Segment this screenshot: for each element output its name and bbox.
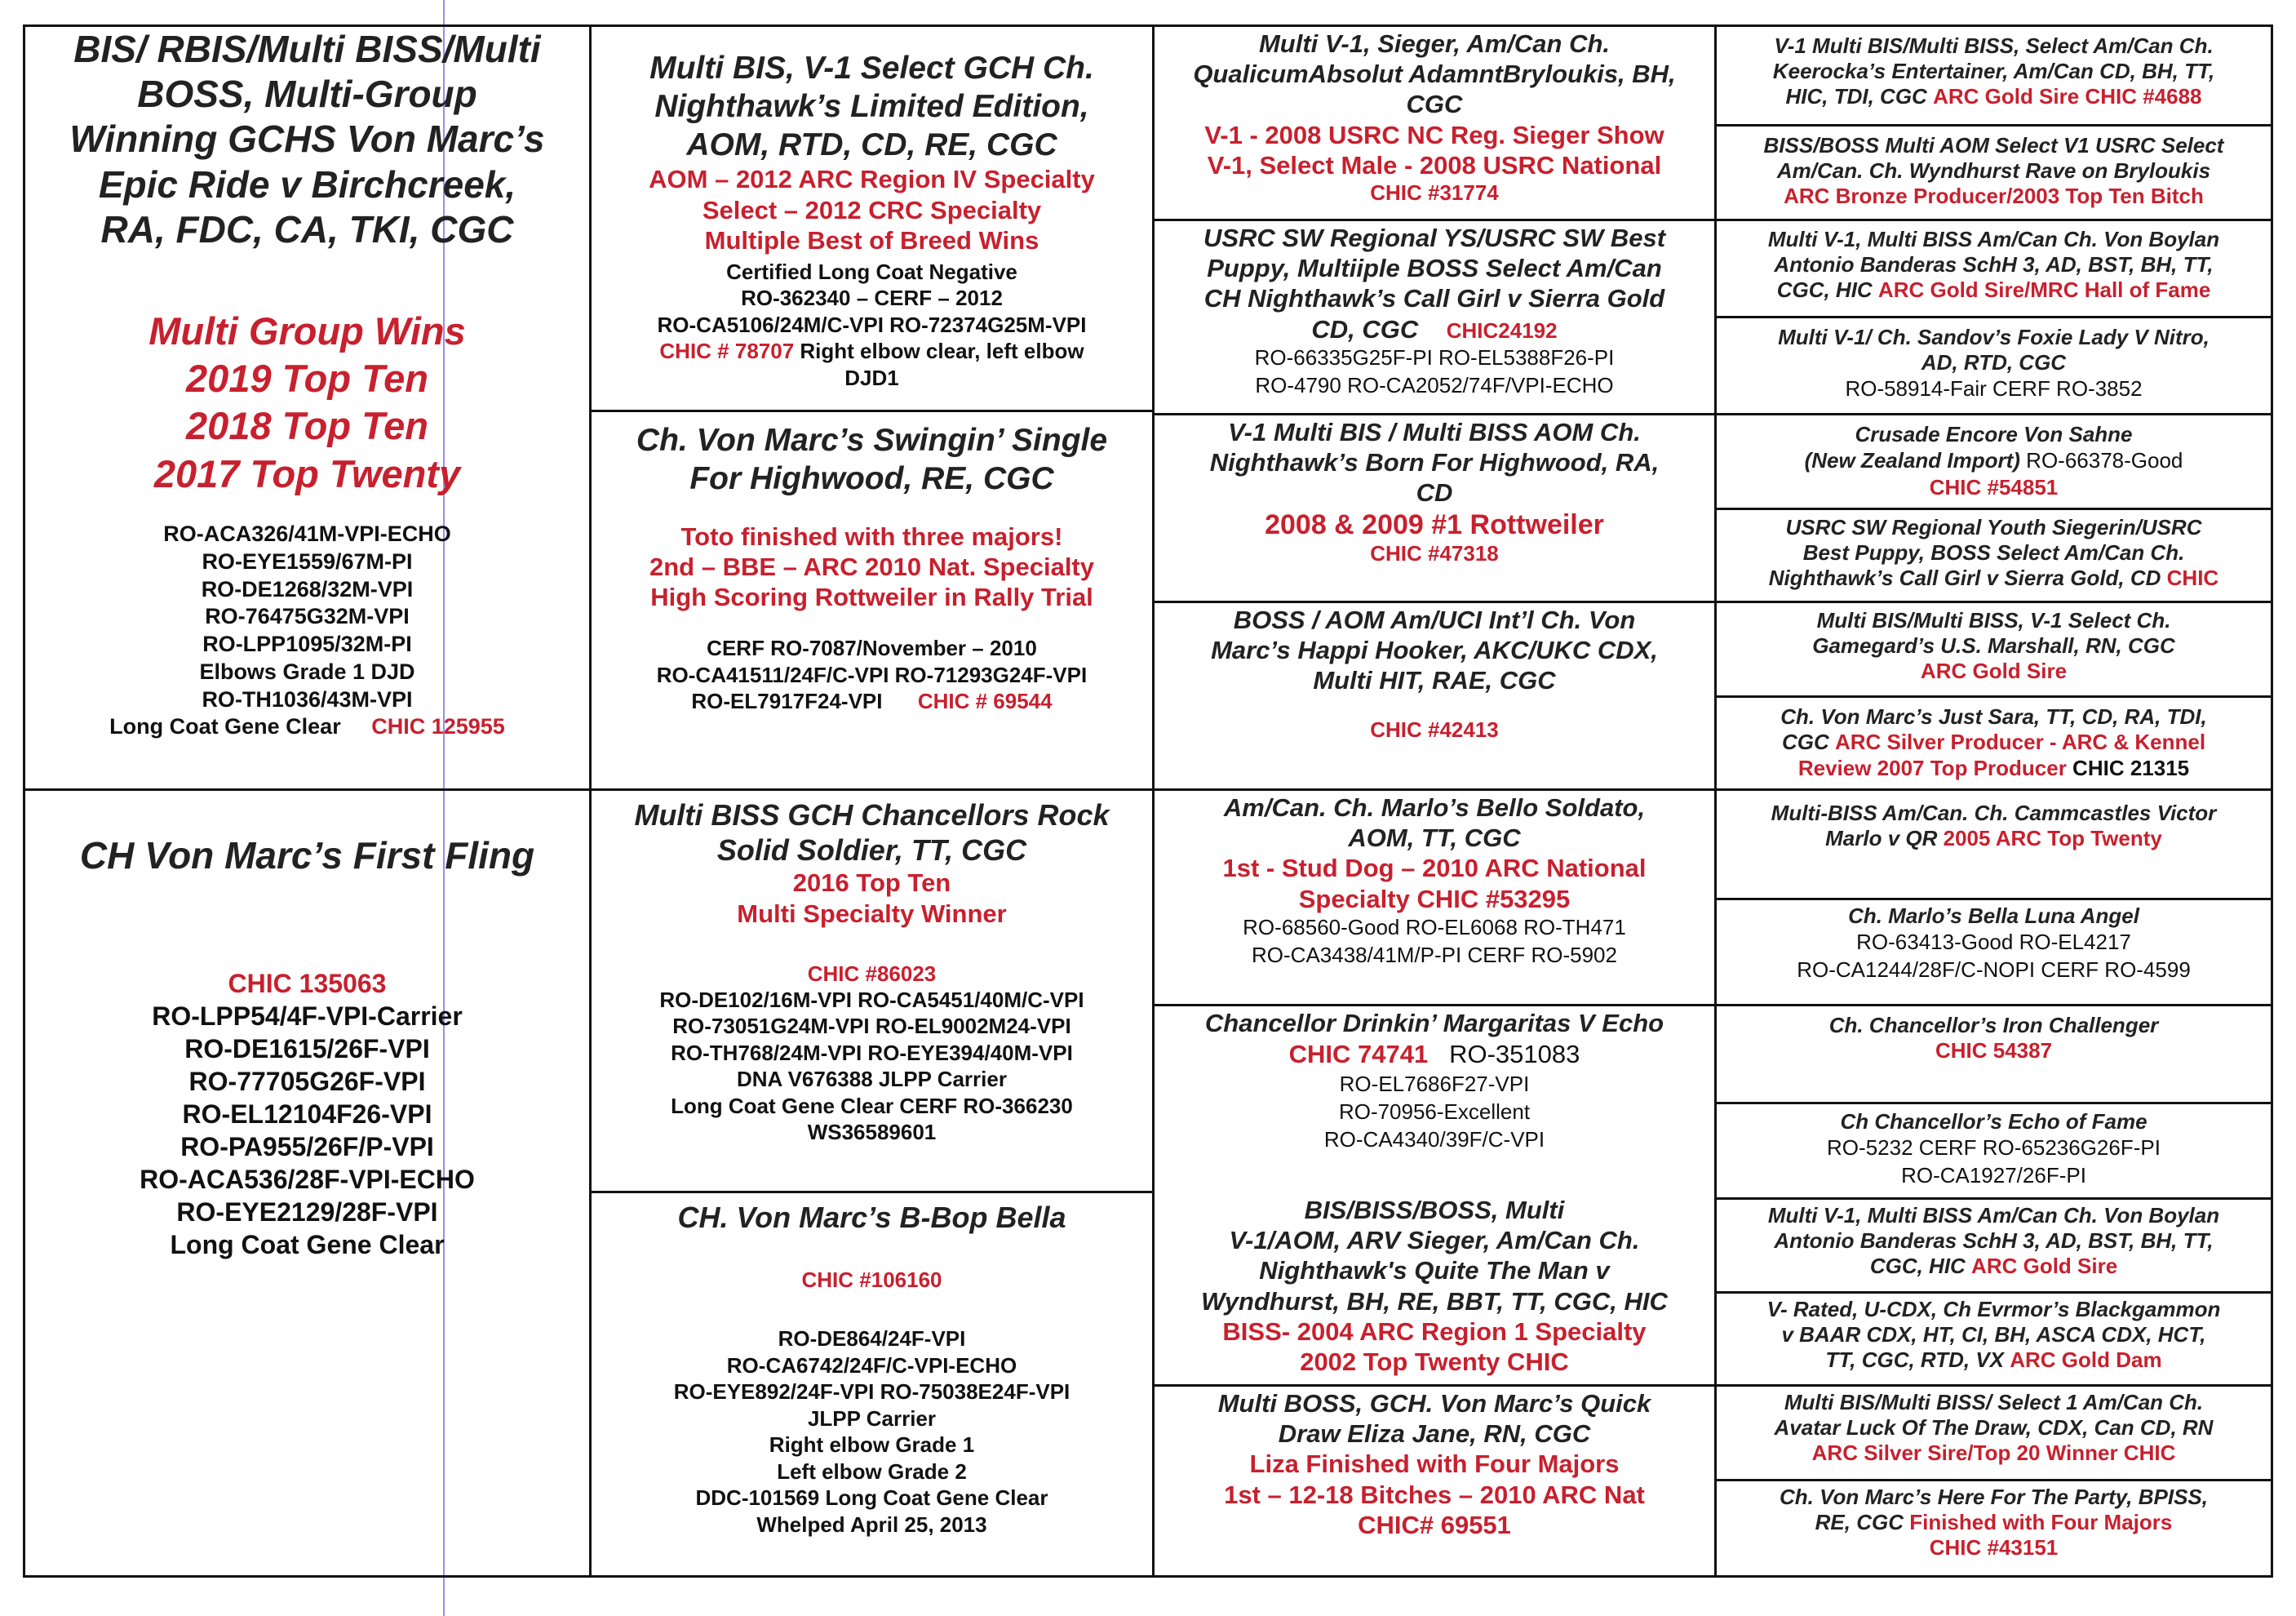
chic-number: CHIC 125955 [371, 714, 505, 739]
chic-number: CHIC #47318 [1370, 541, 1499, 566]
title-line: (New Zealand Import) [1804, 448, 2020, 473]
award-line: Review 2007 Top Producer [1797, 756, 2067, 781]
title-line: Ch. Von Marc’s Swingin’ Single [636, 423, 1108, 458]
gen2-c-tests [659, 987, 1084, 1146]
gen2-d-title: CH. Von Marc’s B-Bop Bella [677, 1201, 1066, 1234]
title-line: Multi V-1, Multi BISS Am/Can Ch. Von Boylan [1767, 1203, 2220, 1228]
title-line: Ch. Marlo’s Bella Luna Angel [1848, 903, 2139, 928]
test-line: RO-5232 CERF RO-65236G26F-PI [1827, 1135, 2161, 1161]
title-line: Crusade Encore Von Sahne [1855, 422, 2133, 446]
gen4-cell [1717, 900, 2271, 1004]
title-line: AOM, TT, CGC [1348, 824, 1521, 853]
title-line: Gamegard’s U.S. Marshall, RN, CGC [1812, 633, 2175, 659]
gen3-cell [1155, 791, 1714, 1004]
award-line: 2nd – BBE – ARC 2010 Nat. Specialty [649, 552, 1094, 581]
title-line: CGC, HIC [1776, 277, 1878, 303]
chic-number: CHIC #86023 [807, 961, 937, 986]
title-line: RE, CGC [1815, 1510, 1910, 1535]
sire-tests [109, 521, 505, 741]
gen2-a-cell [592, 27, 1152, 410]
title-line: Am/Can. Ch. Wyndhurst Rave on Bryloukis [1776, 158, 2211, 184]
gen2-b-cell [592, 412, 1152, 788]
test-line: DJD1 [844, 365, 899, 390]
award-line: ARC Gold Sire [1920, 659, 2068, 684]
gen2-c-title [634, 797, 1109, 868]
title-line: Ch. Von Marc’s Here For The Party, BPISS, [1780, 1485, 2208, 1509]
gen2-d-cell [592, 1193, 1152, 1575]
gen4-cell [1717, 1200, 2271, 1291]
gen4-cell [1717, 1104, 2271, 1197]
rule [23, 1575, 2273, 1578]
gen4-cell [1717, 603, 2271, 695]
title-line: USRC SW Regional Youth Siegerin/USRC [1785, 515, 2202, 539]
title-line: Nighthawk’s Call Girl v Sierra Gold, CD [1768, 566, 2167, 591]
test-line: DNA V676388 JLPP Carrier [737, 1067, 1007, 1092]
award-line: Finished with Four Majors [1909, 1510, 2173, 1535]
award-line: ARC Gold Sire/MRC Hall of Fame [1877, 277, 2211, 303]
title-line: Ch. Von Marc’s Just Sara, TT, CD, RA, TDI, [1780, 704, 2207, 729]
title-line: Am/Can. Ch. Marlo’s Bello Soldato, [1223, 793, 1646, 822]
gen3-cell [1155, 221, 1714, 413]
title-line: CGC [1781, 730, 1835, 755]
title-line: Nighthawk’s Limited Edition, [654, 88, 1089, 124]
rule [1714, 413, 2273, 415]
title-line: USRC SW Regional YS/USRC SW Best [1203, 224, 1666, 252]
award-line: ARC Gold Sire CHIC #4688 [1933, 84, 2202, 109]
test-line: Long Coat Gene Clear [109, 714, 341, 739]
dam-cell [25, 791, 589, 1575]
test-line: RO-ACA536/28F-VPI-ECHO [140, 1164, 475, 1194]
test-line: RO-CA41511/24F/C-VPI RO-71293G24F-VPI [656, 662, 1088, 687]
title-line: Multi HIT, RAE, CGC [1313, 666, 1556, 695]
chic-number: CHIC 54387 [1935, 1038, 2053, 1063]
title-tail-line [1203, 314, 1665, 344]
title-line: BIS/BISS/BOSS, Multi [1304, 1196, 1565, 1224]
chic-number: CHIC # 78707 [659, 339, 795, 364]
test-line: Certified Long Coat Negative [726, 259, 1017, 284]
title-line: Nighthawk's Quite The Man v [1259, 1256, 1610, 1285]
test-line: Elbows Grade 1 DJD [199, 659, 415, 684]
rule [2271, 24, 2273, 1578]
sire-win-line: 2018 Top Ten [186, 404, 428, 448]
title-line: CGC [1406, 90, 1463, 119]
test-line: RO-CA3438/41M/P-PI CERF RO-5902 [1252, 942, 1617, 967]
title-line: TT, CGC, RTD, VX [1825, 1347, 2010, 1373]
title-line: Multi BOSS, GCH. Von Marc’s Quick [1217, 1389, 1651, 1418]
chic-number: CHIC [2166, 566, 2219, 591]
gen4-cell [1717, 1294, 2271, 1384]
test-line: RO-DE864/24F-VPI [778, 1326, 966, 1352]
title-line: V-1 Multi BIS/Multi BISS, Select Am/Can Ch. [1774, 33, 2214, 58]
test-line: DDC-101569 Long Coat Gene Clear [695, 1485, 1048, 1511]
award-line: 2005 ARC Top Twenty [1943, 826, 2162, 851]
gen3-cell [1155, 27, 1714, 219]
sire-win-line: 2019 Top Ten [186, 357, 428, 401]
gen2-d-tests [674, 1325, 1070, 1538]
award-line: 2008 & 2009 #1 Rottweiler [1265, 508, 1604, 540]
test-line: RO-351083 [1449, 1040, 1580, 1069]
gen4-cell [1717, 510, 2271, 601]
award-line: 1st - Stud Dog – 2010 ARC National [1222, 854, 1647, 883]
title-line: Ch. Chancellor’s Iron Challenger [1828, 1013, 2159, 1037]
title-line: Marc’s Happi Hooker, AKC/UKC CDX, [1211, 636, 1658, 665]
title-line: Antonio Banderas SchH 3, AD, BST, BH, TT, [1774, 252, 2214, 277]
test-line: RO-LPP54/4F-VPI-Carrier [152, 1001, 463, 1031]
award-line: 2016 Top Ten [792, 868, 951, 898]
sire-title-line: RA, FDC, CA, TKI, CGC [100, 207, 514, 251]
test-line: Whelped April 25, 2013 [756, 1512, 987, 1537]
award-line: ARC Bronze Producer/2003 Top Ten Bitch [1784, 184, 2204, 209]
sire-wins [148, 308, 466, 498]
gen4-cell [1717, 1387, 2271, 1479]
test-line: RO-4790 RO-CA2052/74F/VPI-ECHO [1255, 372, 1614, 397]
title-line: Multi BIS/Multi BISS, V-1 Select Ch. [1816, 608, 2171, 633]
title-line: HIC, TDI, CGC [1785, 84, 1934, 109]
award-line: Multi Specialty Winner [737, 899, 1007, 928]
title-line: Draw Eliza Jane, RN, CGC [1278, 1419, 1591, 1449]
award-line: CHIC# 69551 [1358, 1510, 1511, 1539]
title-line: Multi V-1, Sieger, Am/Can Ch. [1258, 29, 1611, 58]
award-line: Toto finished with three majors! [680, 522, 1063, 551]
award-line: Select – 2012 CRC Specialty [702, 195, 1042, 224]
title-line: Best Puppy, BOSS Select Am/Can Ch. [1802, 540, 2185, 566]
test-line: RO-362340 – CERF – 2012 [741, 286, 1003, 311]
test-line: RO-EL7917F24-VPI [691, 689, 883, 714]
test-line: RO-TH1036/43M-VPI [202, 686, 413, 712]
title-line: Chancellor Drinkin’ Margaritas V Echo [1204, 1009, 1664, 1037]
test-line: RO-66378-Good [2019, 448, 2183, 473]
title-line: BISS/BOSS Multi AOM Select V1 USRC Select [1763, 133, 2224, 158]
test-line: RO-58914-Fair CERF RO-3852 [1845, 376, 2143, 402]
gen3-cell [1155, 1193, 1714, 1384]
test-line: RO-CA6742/24F/C-VPI-ECHO [726, 1352, 1017, 1378]
title-line: CH Nighthawk’s Call Girl v Sierra Gold [1203, 284, 1665, 313]
test-line: RO-77705G26F-VPI [188, 1066, 426, 1096]
chic-number: CHIC #43151 [1929, 1535, 2059, 1561]
sire-win-line: 2017 Top Twenty [153, 451, 461, 495]
title-line: Multi BISS GCH Chancellors Rock [634, 798, 1110, 832]
title-line: Multi BIS/Multi BISS/ Select 1 Am/Can Ch. [1784, 1390, 2204, 1414]
gen2-a-red [649, 164, 1095, 255]
award-line: ARC Gold Sire [1971, 1254, 2118, 1279]
chic-line [658, 338, 1087, 365]
award-line: Specialty CHIC #53295 [1298, 884, 1571, 913]
award-line: ARC Gold Dam [2010, 1347, 2162, 1373]
test-line: RO-TH768/24M-VPI RO-EYE394/40M-VPI [671, 1040, 1073, 1065]
sire-title-line: BIS/ RBIS/Multi BISS/Multi [73, 28, 541, 70]
award-line: AOM – 2012 ARC Region IV Specialty [649, 165, 1095, 194]
test-line: RO-ACA326/41M-VPI-ECHO [163, 522, 451, 546]
title-line: Marlo v QR [1825, 826, 1944, 851]
sire-title [69, 27, 544, 252]
title-line: Wyndhurst, BH, RE, BBT, TT, CGC, HIC [1201, 1286, 1668, 1316]
test-line: RO-70956-Excellent [1338, 1099, 1531, 1125]
gen2-b-red [649, 522, 1094, 613]
sire-title-line: BOSS, Multi-Group [137, 73, 477, 116]
title-line: BOSS / AOM Am/UCI Int’l Ch. Von [1233, 606, 1636, 634]
test-line: RO-EL12104F26-VPI [182, 1099, 432, 1129]
dam-title: CH Von Marc’s First Fling [79, 834, 535, 877]
gen3-cell [1155, 603, 1714, 788]
test-line: RO-EYE1559/67M-PI [202, 548, 413, 574]
title-line: V-1 Multi BIS / Multi BISS AOM Ch. [1228, 418, 1641, 446]
gen4-cell [1717, 1006, 2271, 1102]
sire-title-line: Winning GCHS Von Marc’s [69, 118, 545, 161]
gen4-cell [1717, 415, 2271, 508]
chic-number: CHIC #106160 [801, 1267, 942, 1293]
gen3-cell [1155, 1387, 1714, 1575]
sire-last-line [109, 713, 505, 741]
gen4-cell [1717, 318, 2271, 413]
title-line: Nighthawk’s Born For Highwood, RA, [1209, 448, 1660, 477]
title-line: Multi V-1, Multi BISS Am/Can Ch. Von Boylan [1767, 227, 2220, 251]
award-line: ARC Silver Sire/Top 20 Winner CHIC [1811, 1441, 2176, 1466]
title-line: CD [1416, 478, 1453, 508]
gen3-cell [1155, 1006, 1714, 1191]
gen2-c-cell [592, 791, 1152, 1191]
title-line: AOM, RTD, CD, RE, CGC [686, 127, 1057, 162]
title-line: Keerocka’s Entertainer, Am/Can CD, BH, TT, [1772, 59, 2215, 84]
title-line: V-1/AOM, ARV Sieger, Am/Can Ch. [1229, 1226, 1640, 1255]
title-line: AD, RTD, CGC [1921, 350, 2067, 375]
test-line: Long Coat Gene Clear [170, 1229, 445, 1259]
chic-number: CHIC # 69544 [917, 689, 1053, 714]
gen2-b-title [636, 422, 1107, 499]
title-line: Ch Chancellor’s Echo of Fame [1840, 1109, 2148, 1134]
award-line: Multiple Best of Breed Wins [704, 225, 1039, 255]
test-line: RO-EYE2129/28F-VPI [176, 1196, 438, 1227]
chic-number: CHIC 135063 [228, 969, 387, 999]
award-line: V-1, Select Male - 2008 USRC National [1207, 150, 1662, 180]
award-line: 2002 Top Twenty CHIC [1300, 1347, 1569, 1376]
test-line: RO-DE1268/32M-VPI [201, 576, 414, 602]
test-line: WS36589601 [807, 1120, 937, 1145]
gen3-cell [1155, 415, 1714, 601]
title-line: v BAAR CDX, HT, CI, BH, ASCA CDX, HCT, [1781, 1322, 2206, 1347]
test-line: RO-LPP1095/32M-PI [202, 632, 412, 656]
test-line: CERF RO-7087/November – 2010 [707, 636, 1037, 661]
chic-line [657, 688, 1087, 715]
title-line: Solid Soldier, TT, CGC [716, 833, 1027, 868]
gen2-c-red [737, 868, 1006, 928]
test-line: RO-EYE892/24F-VPI RO-75038E24F-VPI [673, 1379, 1070, 1405]
gen4-cell [1717, 27, 2271, 124]
test-line: RO-CA1244/28F/C-NOPI CERF RO-4599 [1797, 957, 2191, 982]
gen2-a-title [649, 50, 1094, 164]
test-line: RO-CA1927/26F-PI [1901, 1162, 2086, 1188]
title-line: QualicumAbsolut AdamntBryloukis, BH, [1193, 60, 1676, 89]
test-line: RO-DE1615/26F-VPI [184, 1033, 430, 1063]
title-line: Multi BIS, V-1 Select GCH Ch. [649, 51, 1094, 86]
chic-number: CHIC #54851 [1929, 474, 2059, 499]
award-line: BISS- 2004 ARC Region 1 Specialty [1222, 1316, 1647, 1346]
test-line: RO-PA955/26F/P-VPI [180, 1131, 434, 1161]
chic-number: CHIC 21315 [2066, 756, 2190, 781]
title-line: Multi-BISS Am/Can. Ch. Cammcastles Victor [1771, 801, 2217, 825]
gen4-cell [1717, 220, 2271, 316]
test-line: RO-DE102/16M-VPI RO-CA5451/40M/C-VPI [659, 987, 1084, 1012]
award-line: ARC Silver Producer - ARC & Kennel [1834, 730, 2206, 755]
test-line: Left elbow Grade 2 [777, 1458, 967, 1484]
test-line: RO-CA5106/24M/C-VPI RO-72374G25M-VPI [657, 312, 1087, 337]
title-line: Multi V-1/ Ch. Sandov’s Foxie Lady V Nitro, [1778, 325, 2210, 349]
gen4-cell [1717, 1481, 2271, 1575]
dam-tests [140, 1000, 475, 1261]
rule [1714, 219, 2273, 221]
test-line: RO-63413-Good RO-EL4217 [1856, 930, 2131, 955]
title-line: CD, CGC [1311, 314, 1419, 344]
test-line: Right elbow Grade 1 [769, 1432, 975, 1458]
sire-cell [25, 27, 589, 788]
chic-number: CHIC #42413 [1370, 717, 1499, 742]
chic-number: CHIC24192 [1446, 317, 1558, 343]
title-line: Avatar Luck Of The Draw, CDX, Can CD, RN [1774, 1415, 2214, 1441]
test-line: RO-66335G25F-PI RO-EL5388F26-PI [1254, 344, 1615, 370]
award-line: High Scoring Rottweiler in Rally Trial [650, 582, 1093, 611]
test-line: RO-CA4340/39F/C-VPI [1323, 1127, 1545, 1152]
sire-win-line: Multi Group Wins [148, 309, 466, 353]
award-line: V-1 - 2008 USRC NC Reg. Sieger Show [1204, 120, 1664, 149]
gen2-a-tests [658, 259, 1087, 392]
title-line: V- Rated, U-CDX, Ch Evrmor’s Blackgammon [1766, 1297, 2221, 1321]
test-line: JLPP Carrier [807, 1405, 937, 1431]
sire-title-line: Epic Ride v Birchcreek, [98, 162, 516, 206]
test-line: RO-68560-Good RO-EL6068 RO-TH471 [1243, 914, 1626, 939]
title-line: For Highwood, RE, CGC [689, 460, 1054, 496]
title-line: Antonio Banderas SchH 3, AD, BST, BH, TT, [1774, 1228, 2214, 1254]
test-line: RO-76475G32M-VPI [205, 604, 410, 629]
gen4-cell [1717, 698, 2271, 788]
title-line: CGC, HIC [1869, 1254, 1972, 1279]
test-line: Right elbow clear, left elbow [794, 339, 1084, 364]
chic-number: CHIC 74741 [1288, 1040, 1429, 1069]
test-line: RO-73051G24M-VPI RO-EL9002M24-VPI [672, 1014, 1071, 1039]
gen4-cell [1717, 791, 2271, 898]
gen2-b-tests [657, 635, 1087, 715]
title-line: Puppy, Multiiple BOSS Select Am/Can [1207, 254, 1662, 283]
test-line: Long Coat Gene Clear CERF RO-366230 [671, 1093, 1073, 1118]
award-line: Liza Finished with Four Majors [1249, 1450, 1620, 1479]
chic-number: CHIC #31774 [1370, 180, 1499, 205]
award-line: 1st – 12-18 Bitches – 2010 ARC Nat [1224, 1480, 1645, 1509]
test-line: RO-EL7686F27-VPI [1339, 1072, 1530, 1097]
